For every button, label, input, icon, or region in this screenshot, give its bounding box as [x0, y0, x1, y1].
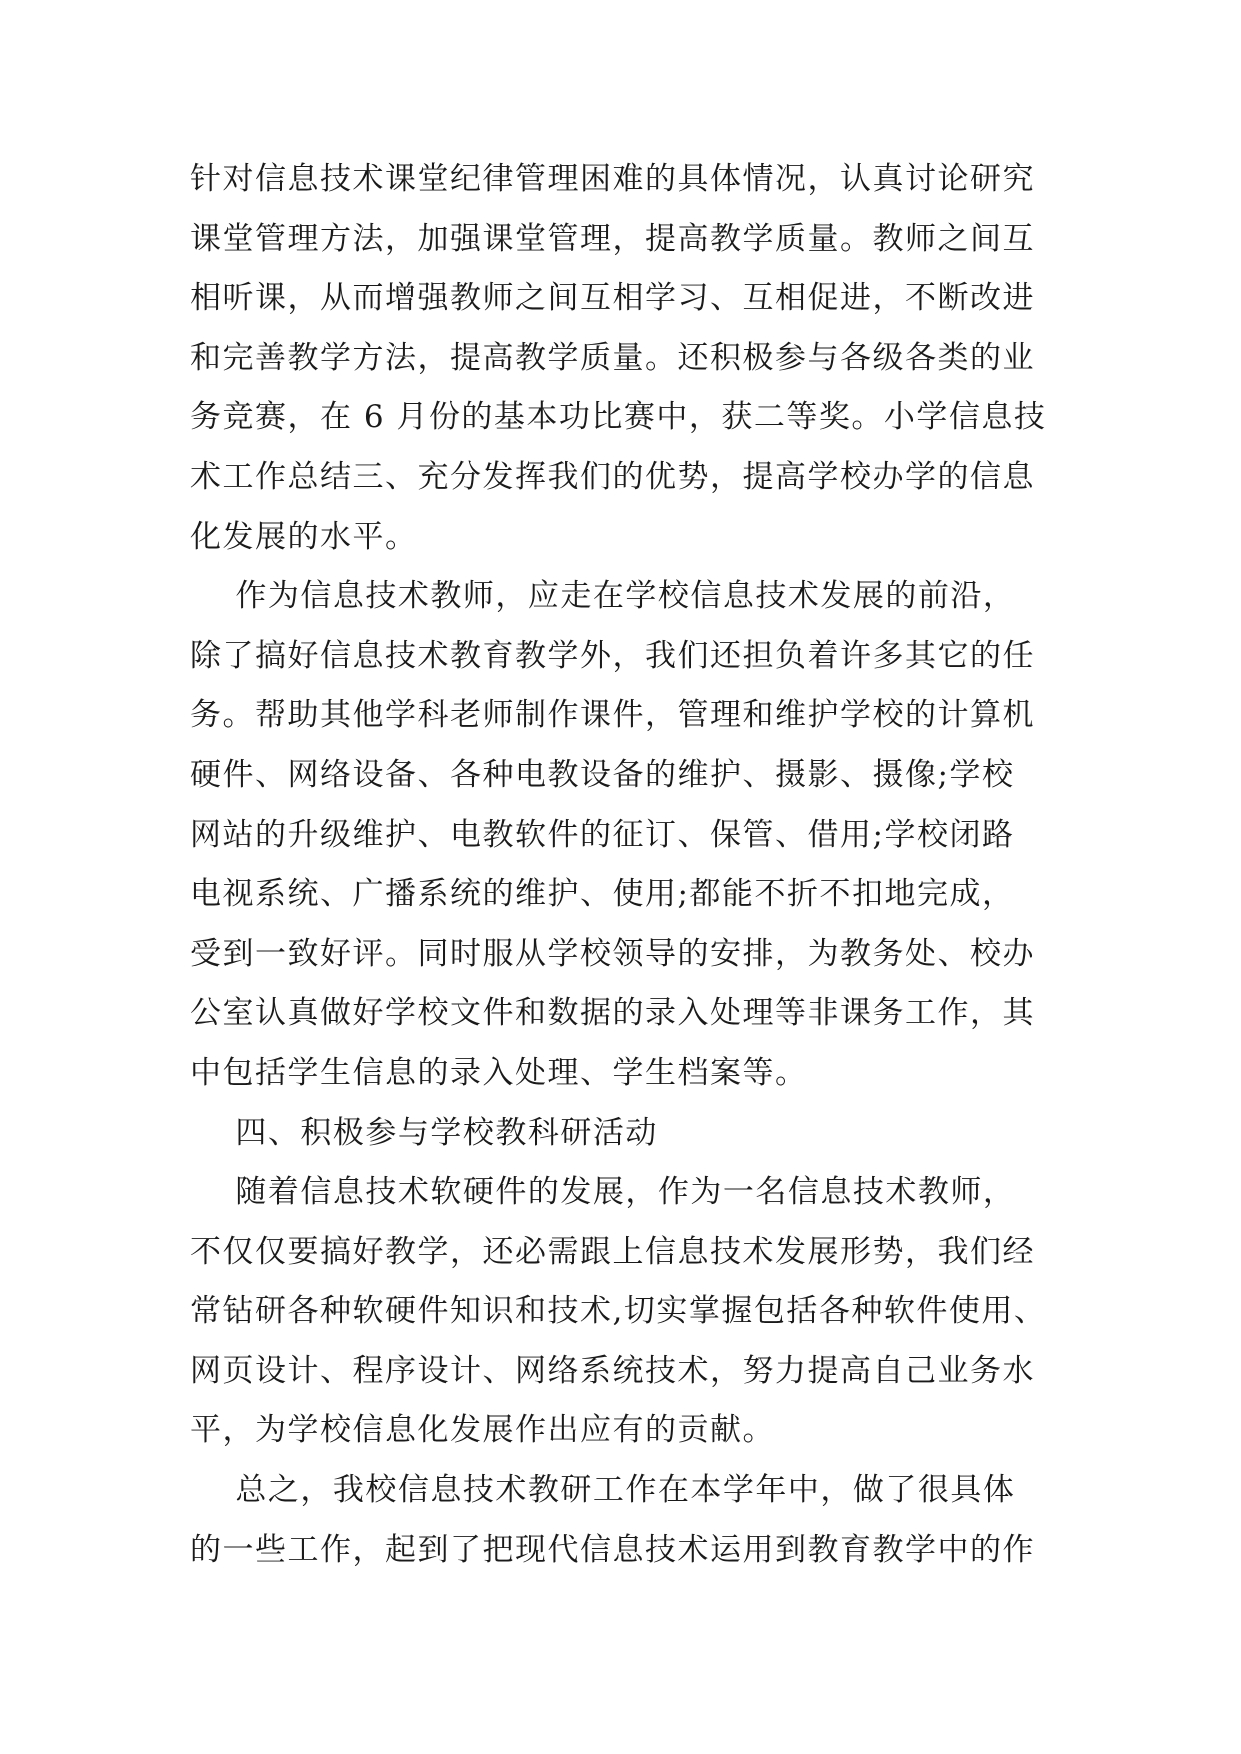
text-line: 硬件、网络设备、各种电教设备的维护、摄影、摄像;学校	[190, 756, 1015, 793]
text-line: 和完善教学方法，提高教学质量。还积极参与各级各类的业	[190, 339, 1035, 376]
text-line: 常钻研各种软硬件知识和技术,切实掌握包括各种软件使用、	[190, 1293, 1047, 1330]
text-line: 针对信息技术课堂纪律管理困难的具体情况，认真讨论研究	[190, 161, 1035, 197]
text-line: 相听课，从而增强教师之间互相学习、互相促进，不断改进	[190, 280, 1035, 317]
text-line: 公室认真做好学校文件和数据的录入处理等非课务工作，其	[190, 995, 1035, 1032]
text-line: 总之，我校信息技术教研工作在本学年中，做了很具体	[190, 1472, 1016, 1509]
text-line: 平，为学校信息化发展作出应有的贡献。	[190, 1412, 775, 1449]
text-line: 不仅仅要搞好教学，还必需跟上信息技术发展形势，我们经	[190, 1233, 1035, 1270]
text-line: 课堂管理方法，加强课堂管理，提高教学质量。教师之间互	[190, 220, 1035, 257]
text-line: 的一些工作，起到了把现代信息技术运用到教育教学中的作	[190, 1531, 1035, 1568]
text-line: 网页设计、程序设计、网络系统技术，努力提高自己业务水	[190, 1352, 1035, 1389]
text-line: 作为信息技术教师，应走在学校信息技术发展的前沿，	[190, 578, 1016, 615]
text-line: 除了搞好信息技术教育教学外，我们还担负着许多其它的任	[190, 637, 1035, 674]
text-line: 网站的升级维护、电教软件的征订、保管、借用;学校闭路	[190, 816, 1015, 853]
text-line: 随着信息技术软硬件的发展，作为一名信息技术教师，	[190, 1174, 1016, 1211]
text-line: 务。帮助其他学科老师制作课件，管理和维护学校的计算机	[190, 697, 1035, 734]
text-line: 电视系统、广播系统的维护、使用;都能不折不扣地完成，	[190, 876, 1015, 913]
text-line: 中包括学生信息的录入处理、学生档案等。	[190, 1054, 808, 1091]
text-line: 化发展的水平。	[190, 518, 418, 555]
body-text	[190, 150, 1060, 1580]
text-line: 术工作总结三、充分发挥我们的优势，提高学校办学的信息	[190, 458, 1035, 495]
text-line: 受到一致好评。同时服从学校领导的安排，为教务处、校办	[190, 935, 1035, 972]
section-heading: 四、积极参与学校教科研活动	[190, 1114, 658, 1151]
text-line: 务竞赛，在 6 月份的基本功比赛中，获二等奖。小学信息技	[190, 399, 1047, 436]
